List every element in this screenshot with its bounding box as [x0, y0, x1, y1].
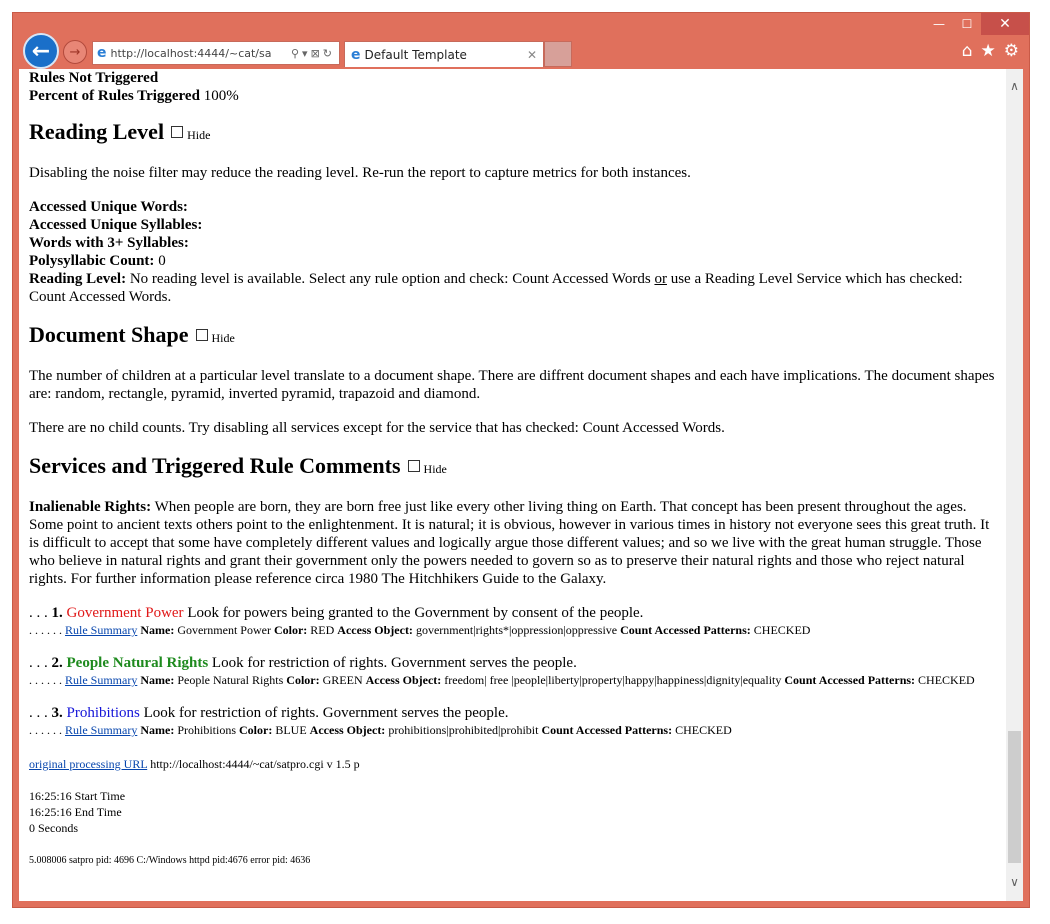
ie-logo-icon: e	[351, 46, 361, 63]
start-time: 16:25:16 Start Time	[29, 789, 126, 803]
rule-dots: . . .	[29, 705, 48, 721]
poly-value: 0	[158, 253, 166, 269]
words3-label: Words with 3+ Syllables:	[29, 235, 189, 251]
tab-title: Default Template	[364, 47, 467, 62]
address-tools-icon[interactable]: ⚲▾⊠↻	[290, 46, 335, 60]
original-url-link[interactable]: original processing URL	[29, 757, 148, 771]
browser-tools	[962, 41, 1019, 61]
rule-name: Prohibitions	[66, 705, 140, 721]
color-label: Color:	[239, 723, 273, 737]
timing	[29, 788, 997, 836]
favorites-icon[interactable]: ★	[980, 41, 996, 61]
services-hide-checkbox[interactable]	[408, 460, 420, 472]
original-url-text: http://localhost:4444/~cat/satpro.cgi v 1.5 p	[150, 757, 360, 771]
count-value: CHECKED	[753, 623, 811, 637]
reading-level-heading	[29, 119, 997, 148]
new-tab-button[interactable]	[544, 41, 572, 67]
shape-hide-checkbox[interactable]	[196, 329, 208, 341]
reading-level-text-b: use a Reading Level Service which has checked: Count Accessed Words.	[29, 271, 963, 305]
reading-level-title: Reading Level	[29, 119, 165, 144]
back-button[interactable]	[23, 33, 59, 69]
footer-url	[29, 756, 997, 772]
scroll-up-icon[interactable]: ∧	[1010, 79, 1019, 93]
percent-value: 100%	[203, 88, 239, 104]
access-value: freedom| free |people|liberty|property|happy|happiness|dignity|equality	[444, 673, 782, 687]
document-shape-heading	[29, 322, 997, 351]
access-label: Access Object:	[365, 673, 442, 687]
close-window-button[interactable]: ✕	[981, 13, 1029, 35]
rule-summary-link[interactable]: Rule Summary	[65, 673, 138, 687]
count-value: CHECKED	[675, 723, 732, 737]
reading-note: Disabling the noise filter may reduce the reading level. Re-run the report to capture metrics for both instances.	[29, 165, 691, 181]
rule-summary-link[interactable]: Rule Summary	[65, 623, 138, 637]
count-value: CHECKED	[918, 673, 975, 687]
rules-not-triggered-label: Rules Not Triggered	[29, 70, 159, 86]
name-value: Prohibitions	[177, 723, 236, 737]
reading-hide-checkbox[interactable]	[171, 126, 183, 138]
rule-dots: . . .	[29, 605, 48, 621]
color-value: RED	[310, 623, 335, 637]
name-label: Name:	[140, 723, 175, 737]
scroll-thumb[interactable]	[1008, 731, 1021, 863]
rule-item	[29, 604, 997, 638]
arrow-right-icon: →	[69, 44, 81, 60]
end-time: 16:25:16 End Time	[29, 805, 122, 819]
ie-logo-icon: e	[97, 45, 107, 61]
access-label: Access Object:	[309, 723, 386, 737]
rule-dots: . . .	[29, 655, 48, 671]
page-content	[29, 69, 997, 870]
access-value: prohibitions|prohibited|prohibit	[388, 723, 539, 737]
name-label: Name:	[140, 673, 175, 687]
tab-default-template[interactable]	[344, 41, 544, 67]
arrow-left-icon: ←	[31, 38, 51, 64]
rules-summary	[29, 69, 997, 105]
rule-name: Government Power	[66, 605, 184, 621]
minimize-button[interactable]: —	[933, 17, 945, 31]
rule-num: 2.	[51, 655, 63, 671]
rights-text: When people are born, they are born free just like every other living thing on Earth. That concept has been present throughout the ages. Some point to ancient texts others point to the enlightenment. It is natural; it is obvious, however in various times in history not everyone sees this great truth. It is difficult to accept that some have completely different values and logically argue those different values; and so we live with the great human struggle. Those who believe in natural rights and grant their government only the powers needed to govern so as to preserve their natural rights and those who reject natural rights. For further information please reference circa 1980 The Hitchhikers Guide to the Galaxy.	[29, 499, 990, 587]
color-value: BLUE	[275, 723, 307, 737]
rule-num: 3.	[51, 705, 63, 721]
access-value: government|rights*|oppression|oppressive	[415, 623, 618, 637]
pid-line: 5.008006 satpro pid: 4696 C:/Windows httpd pid:4676 error pid: 4636	[29, 855, 311, 866]
vertical-scrollbar[interactable]	[1006, 69, 1023, 901]
percent-label: Percent of Rules Triggered	[29, 88, 200, 104]
browser-window	[12, 12, 1030, 908]
rule-desc: Look for powers being granted to the Government by consent of the people.	[187, 605, 644, 621]
rule-desc: Look for restriction of rights. Government serves the people.	[211, 655, 577, 671]
unique-words-label: Accessed Unique Words:	[29, 199, 188, 215]
services-heading	[29, 453, 997, 482]
name-value: People Natural Rights	[177, 673, 284, 687]
address-url[interactable]: http://localhost:4444/~cat/sa	[110, 46, 272, 60]
hide-label: Hide	[211, 331, 235, 345]
reading-level-text-a: No reading level is available. Select any rule option and check: Count Accessed Words	[129, 271, 651, 287]
rule-item	[29, 704, 997, 738]
seconds: 0 Seconds	[29, 821, 78, 835]
home-icon[interactable]: ⌂	[961, 41, 973, 61]
document-shape-title: Document Shape	[29, 322, 189, 347]
tab-close-icon[interactable]: ✕	[526, 47, 537, 62]
reading-level-label: Reading Level:	[29, 271, 127, 287]
rule-num: 1.	[51, 605, 63, 621]
hide-label: Hide	[187, 128, 211, 142]
unique-syllables-label: Accessed Unique Syllables:	[29, 217, 203, 233]
name-label: Name:	[140, 623, 175, 637]
rule-summary-link[interactable]: Rule Summary	[65, 723, 138, 737]
rule-sub-dots: . . . . . .	[29, 723, 62, 737]
reading-level-or: or	[654, 271, 667, 287]
window-controls	[925, 13, 1029, 35]
poly-label: Polysyllabic Count:	[29, 253, 155, 269]
rule-item	[29, 654, 997, 688]
name-value: Government Power	[177, 623, 271, 637]
shape-para-2: There are no child counts. Try disabling all services except for the service that has checked: Count Accessed Words.	[29, 420, 725, 436]
gear-icon[interactable]: ⚙	[1003, 41, 1019, 61]
rule-desc: Look for restriction of rights. Government serves the people.	[143, 705, 509, 721]
access-label: Access Object:	[337, 623, 413, 637]
inalienable-rights	[29, 498, 997, 588]
hide-label: Hide	[423, 462, 447, 476]
rule-sub-dots: . . . . . .	[29, 673, 62, 687]
maximize-button[interactable]: ☐	[961, 17, 973, 31]
color-value: GREEN	[322, 673, 363, 687]
count-label: Count Accessed Patterns:	[541, 723, 673, 737]
rule-name: People Natural Rights	[66, 655, 209, 671]
rule-sub-dots: . . . . . .	[29, 623, 62, 637]
forward-button[interactable]	[63, 40, 87, 64]
count-label: Count Accessed Patterns:	[784, 673, 916, 687]
scroll-down-icon[interactable]: ∨	[1010, 875, 1019, 889]
page-viewport	[19, 69, 1023, 901]
shape-para-1: The number of children at a particular level translate to a document shape. There are diffrent document shapes and each have implications. The document shapes are: random, rectangle, pyramid, inverted pyramid, trapazoid and diamond.	[29, 368, 995, 402]
count-label: Count Accessed Patterns:	[620, 623, 751, 637]
address-bar[interactable]	[92, 41, 340, 65]
rights-label: Inalienable Rights:	[29, 499, 152, 515]
color-label: Color:	[286, 673, 320, 687]
reading-metrics	[29, 198, 997, 306]
color-label: Color:	[273, 623, 308, 637]
services-title: Services and Triggered Rule Comments	[29, 453, 401, 478]
